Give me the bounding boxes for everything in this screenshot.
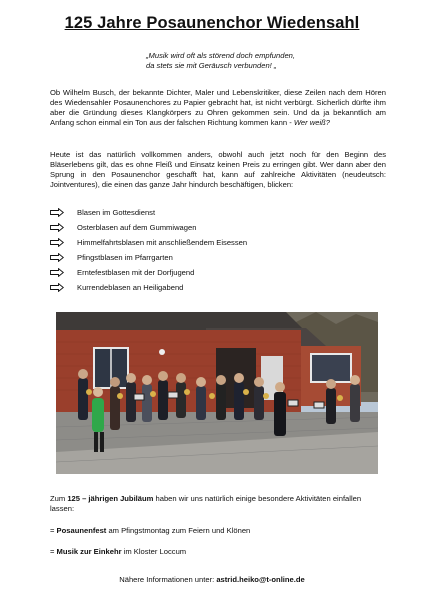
list-item-label: Himmelfahrtsblasen mit anschließendem Eisessen [77, 238, 248, 247]
list-item [50, 282, 390, 297]
right-arrow-outline-icon [50, 208, 64, 217]
jubilee-bold: 125 – jährigen Jubiläum [67, 494, 154, 503]
event-prefix: = [50, 526, 57, 535]
event-name: Musik zur Einkehr [56, 547, 122, 556]
right-arrow-outline-icon [50, 253, 64, 262]
list-item [50, 222, 390, 237]
quote-line-2: da stets sie mit Geräusch verbunden! „ [146, 61, 277, 70]
event-line-2 [50, 547, 386, 557]
event-detail: im Kloster Loccum [121, 547, 187, 556]
list-item [50, 237, 390, 252]
list-item-label: Pfingstblasen im Pfarrgarten [77, 253, 173, 262]
right-arrow-outline-icon [50, 223, 64, 232]
event-name: Posaunenfest [56, 526, 107, 535]
intro-text: Ob Wilhelm Busch, der bekannte Dichter, Maler und Lebenskritiker, diese Zeilen nach dem Hören des Wiedensahler Posaunenchores zu Papier gebracht hat, ist nicht verbürgt. Sicherlich dürfte ihm aber die Gründung dieses Klangkörpers zu Ohren gekommen sein. Und da ja bekanntlich am Anfang schon einmal ein Ton aus der falschen Richtung kommen kann - [50, 88, 386, 128]
list-item [50, 252, 390, 267]
list-item-label: Blasen im Gottesdienst [77, 208, 156, 217]
right-arrow-outline-icon [50, 268, 64, 277]
event-detail: am Pfingstmontag zum Feiern und Klönen [106, 526, 251, 535]
activities-list [50, 207, 390, 297]
right-arrow-outline-icon [50, 283, 64, 292]
footer-label: Nähere Informationen unter: [119, 575, 217, 584]
quote [146, 51, 386, 71]
intro-emphasis: Wer weiß? [293, 118, 331, 128]
event-prefix: = [50, 547, 57, 556]
jubilee-after: haben wir uns natürlich einige besondere Aktivitäten einfallen lassen: [50, 494, 362, 514]
list-item-label: Erntefestblasen mit der Dorfjugend [77, 268, 195, 277]
intro-paragraph [50, 88, 386, 128]
right-arrow-outline-icon [50, 238, 64, 247]
event-line-1 [50, 526, 386, 536]
jubilee-paragraph [50, 494, 386, 514]
list-item [50, 267, 390, 282]
quote-line-1: „Musik wird oft als störend doch empfunden, [146, 51, 295, 60]
list-item [50, 207, 390, 222]
footer-contact [0, 575, 424, 584]
list-item-label: Osterblasen auf dem Gummiwagen [77, 223, 197, 232]
jubilee-before: Zum [50, 494, 68, 503]
activities-intro-paragraph: Heute ist das natürlich vollkommen anders, obwohl auch jetzt noch für den Beginn des Bläserlebens gilt, das es ohne Fleiß und Einsatz keinen Preis zu erringen gibt. Wer dann aber den Sprung in den Posaunenchor geschafft hat, kann auf zahlreiche Aktivitäten (neudeutsch: Jointventures), die einen das ganze Jahr hindurch beschäftigen, blicken: [50, 150, 386, 190]
brass-choir-photo [56, 312, 378, 474]
contact-email-link[interactable]: astrid.heiko@t-online.de [216, 575, 305, 584]
photo-illustration [56, 312, 378, 474]
page-title: 125 Jahre Posaunenchor Wiedensahl [64, 14, 360, 32]
list-item-label: Kurrendeblasen an Heiligabend [77, 283, 184, 292]
